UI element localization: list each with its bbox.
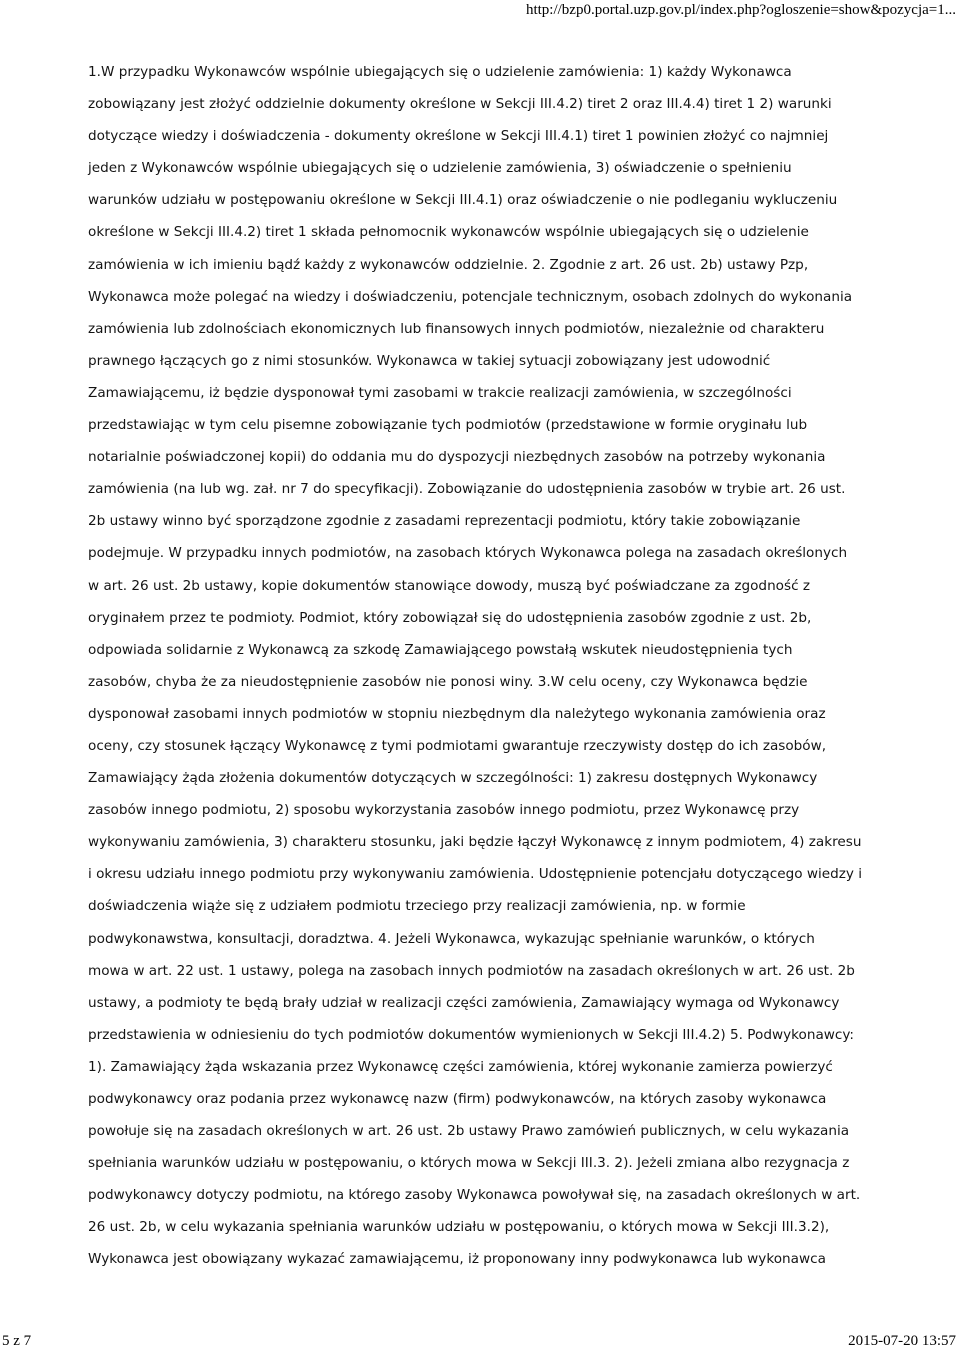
text-line: zamówienia (na lub wg. zał. nr 7 do specyfikacji). Zobowiązanie do udostępnienia zasobów w trybie art. 26 ust. [88,481,846,498]
text-line: doświadczenia wiąże się z udziałem podmiotu trzeciego przy realizacji zamówienia, np. w formie [88,898,746,915]
text-line: zobowiązany jest złożyć oddzielnie dokumenty określone w Sekcji III.4.2) tiret 2 oraz III.4.4) tiret 1 2) warunki [88,96,832,113]
text-line: podejmuje. W przypadku innych podmiotów, na zasobach których Wykonawca polega na zasadach określonych [88,545,848,562]
text-line: podwykonawcy oraz podania przez wykonawcę nazw (firm) podwykonawców, na których zasoby wykonawca [88,1091,827,1107]
text-line: w art. 26 ust. 2b ustawy, kopie dokumentów stanowiące dowody, muszą być poświadczane za zgodność z [88,577,811,594]
text-line: powołuje się na zasadach określonych w art. 26 ust. 2b ustawy Prawo zamówień publicznych, w celu wykazania [88,1123,850,1140]
text-line: oceny, czy stosunek łączący Wykonawcę z tymi podmiotami gwarantuje rzeczywisty dostęp do ich zasobów, [88,737,827,754]
text-line: Zamawiający żąda złożenia dokumentów dotyczących w szczególności: 1) zakresu dostępnych Wykonawcy [88,770,818,787]
text-line: 1). Zamawiający żąda wskazania przez Wykonawcę części zamówienia, której wykonanie zamierza powierzyć [88,1058,833,1075]
text-line: dotyczące wiedzy i doświadczenia - dokumenty określone w Sekcji III.4.1) tiret 1 powinien złożyć co najmniej [88,128,829,145]
text-line: jeden z Wykonawców wspólnie ubiegających się o udzielenie zamówienia, 3) oświadczenie o spełnieniu [88,160,792,177]
text-line: przedstawiając w tym celu pisemne zobowiązanie tych podmiotów (przedstawione w formie oryginału lub [88,417,808,434]
text-line: ustawy, a podmioty te będą brały udział w realizacji części zamówienia, Zamawiający wymaga od Wykonawcy [88,994,840,1011]
text-line: podwykonawstwa, konsultacji, doradztwa. 4. Jeżeli Wykonawca, wykazując spełnianie warunków, o których [88,930,815,947]
text-line: prawnego łączących go z nimi stosunków. Wykonawca w takiej sytuacji zobowiązany jest udowodnić [88,352,771,369]
page-indicator: 5 z 7 [2,1333,32,1349]
text-line: Wykonawca może polegać na wiedzy i doświadczeniu, potencjale technicznym, osobach zdolnych do wykonania [88,288,853,305]
text-line: zamówienia w ich imieniu bądź każdy z wykonawców oddzielnie. 2. Zgodnie z art. 26 ust. 2b) ustawy Pzp, [88,256,809,273]
text-line: spełniania warunków udziału w postępowaniu, o których mowa w Sekcji III.3. 2). Jeżeli zmiana albo rezygnacja z [88,1155,850,1172]
text-line: przedstawienia w odniesieniu do tych podmiotów dokumentów wymienionych w Sekcji III.4.2) 5. Podwykonawcy: [88,1026,855,1043]
text-line: Wykonawca jest obowiązany wykazać zamawiającemu, iż proponowany inny podwykonawca lub wykonawca [88,1251,826,1268]
text-line: podwykonawcy dotyczy podmiotu, na którego zasoby Wykonawca powoływał się, na zasadach określonych w art. [88,1187,861,1204]
text-line: notarialnie poświadczonej kopii) do oddania mu do dyspozycji niezbędnych zasobów na potrzeby wykonania [88,449,826,466]
text-line: zamówienia lub zdolnościach ekonomicznych lub finansowych innych podmiotów, niezależnie od charakteru [88,320,825,337]
text-line: mowa w art. 22 ust. 1 ustawy, polega na zasobach innych podmiotów na zasadach określonych w art. 26 ust. 2b [88,962,855,979]
page-url: http://bzp0.portal.uzp.gov.pl/index.php?ogloszenie=show&pozycja=1... [525,2,956,18]
text-line: warunków udziału w postępowaniu określone w Sekcji III.4.1) oraz oświadczenie o nie podleganiu wykluczeniu [88,192,838,209]
text-line: zasobów, chyba że za nieudostępnienie zasobów nie ponosi winy. 3.W celu oceny, czy Wykonawca będzie [88,673,808,690]
text-line: zasobów innego podmiotu, 2) sposobu wykorzystania zasobów innego podmiotu, przez Wykonawcę przy [88,802,800,819]
text-line: dysponował zasobami innych podmiotów w stopniu niezbędnym dla należytego wykonania zamówienia oraz [88,705,826,722]
text-line: i okresu udziału innego podmiotu przy wykonywaniu zamówienia. Udostępnienie potencjału dotyczącego wiedzy i [88,866,863,883]
text-line: odpowiada solidarnie z Wykonawcą za szkodę Zamawiającego powstałą wskutek nieudostępnienia tych [88,641,793,658]
text-line: Zamawiającemu, iż będzie dysponował tymi zasobami w trakcie realizacji zamówienia, w szczególności [88,384,792,401]
text-line: oryginałem przez te podmioty. Podmiot, który zobowiązał się do udostępnienia zasobów zgodnie z ust. 2b, [88,609,812,626]
text-line: 26 ust. 2b, w celu wykazania spełniania warunków udziału w postępowaniu, o których mowa w Sekcji III.3.2), [88,1219,830,1236]
print-timestamp: 2015-07-20 13:57 [848,1333,956,1349]
text-line: wykonywaniu zamówienia, 3) charakteru stosunku, jaki będzie łączył Wykonawcę z innym podmiotem, 4) zakresu [88,834,862,851]
text-line: 2b ustawy winno być sporządzone zgodnie z zasadami reprezentacji podmiotu, który takie zobowiązanie [88,513,801,530]
text-line: określone w Sekcji III.4.2) tiret 1 składa pełnomocnik wykonawców wspólnie ubiegających się o udzielenie [88,224,809,241]
text-line: 1.W przypadku Wykonawców wspólnie ubiegających się o udzielenie zamówienia: 1) każdy Wykonawca [88,64,792,80]
document-body [88,56,900,1276]
